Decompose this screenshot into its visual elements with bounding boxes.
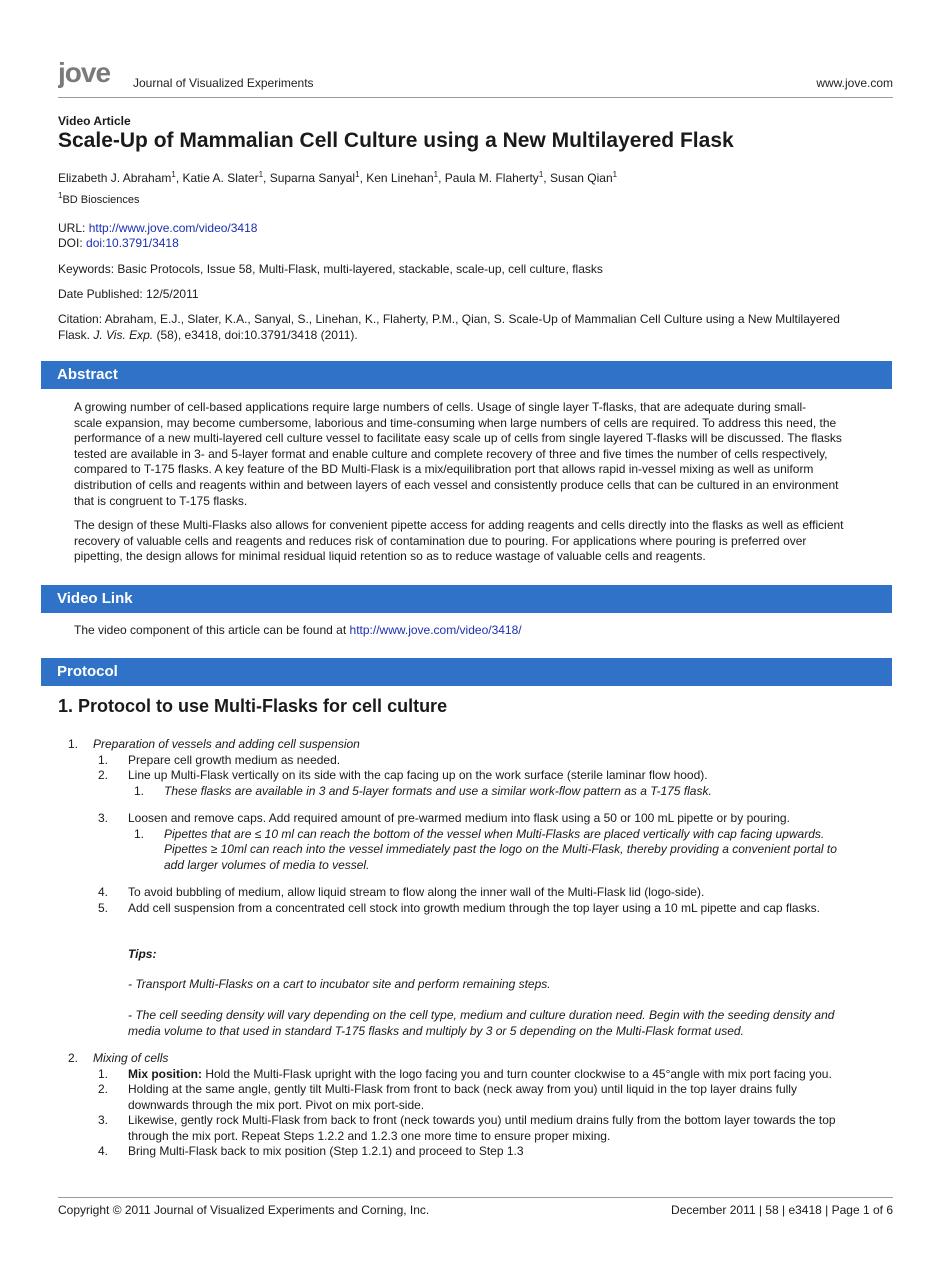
author-name: Susan Qian	[549, 171, 613, 185]
item-text-continued: downwards through the mix port. Pivot on mix port-side.	[128, 1098, 425, 1112]
jove-logo	[58, 58, 126, 92]
doi-line	[58, 235, 179, 251]
author-list: Elizabeth J. Abraham$^1$, Katie A. Slater$^1$, Suparna Sanyal$^1$, Ken Linehan$^1$, Paula M. Flaherty$^1$, Susan Qian$^1$	[58, 170, 618, 185]
item-number: 3.	[97, 1113, 108, 1127]
item-number: 3.	[97, 811, 108, 825]
item-text: Pipettes that are ≤ 10 ml can reach the bottom of the vessel when Multi-Flasks are placed vertically with cap facing upwards.	[164, 827, 825, 841]
abstract-line: compared to T-175 flasks. A key feature of the BD Multi-Flask is a mix/equilibration port that allows rapid in-vessel mixing as well as uniform	[74, 462, 814, 477]
item-number: 2.	[97, 1082, 108, 1096]
abstract-line: scale expansion, may become cumbersome, laborious and time-consuming when large numbers of cells are required. To address this need, the	[74, 415, 837, 430]
video-link-text	[74, 623, 894, 639]
citation-line-2	[58, 327, 358, 343]
video-url-link[interactable]: http://www.jove.com/video/3418/	[349, 623, 522, 637]
item-text	[128, 1067, 832, 1083]
item-number: 1.	[133, 784, 144, 798]
citation-text: Flask.	[58, 328, 94, 342]
item-number: 5.	[97, 901, 108, 915]
item-text-continued: through the mix port. Repeat Steps 1.2.2 and 1.2.3 one more time to ensure proper mixing.	[128, 1129, 611, 1143]
abstract-line: A growing number of cell-based applications require large numbers of cells. Usage of single layer T-flasks, that are adequate during small-	[74, 400, 807, 414]
author-name: Paula M. Flaherty	[444, 171, 539, 185]
author-aff: 1	[433, 170, 439, 179]
item-text: These flasks are available in 3 and 5-layer formats and use a similar work-flow pattern as a T-175 flask.	[164, 784, 712, 798]
item-number: 4.	[97, 1144, 108, 1158]
citation-journal: J. Vis. Exp.	[93, 328, 154, 342]
item-number: 2.	[97, 768, 108, 782]
item-text: Add cell suspension from a concentrated cell stock into growth medium through the top layer using a 10 mL pipette and cap flasks.	[128, 901, 820, 915]
article-type: Video Article	[58, 114, 131, 128]
affiliation-name: BD Biosciences	[62, 194, 140, 206]
date-published: Date Published: 12/5/2011	[58, 287, 199, 301]
abstract-paragraph-2	[74, 518, 894, 565]
tips-label: Tips:	[128, 947, 157, 961]
doi-label: DOI:	[58, 236, 83, 250]
affiliation-num: 1	[58, 191, 63, 200]
jove-logo-text: jove	[58, 58, 111, 88]
abstract-line: performance of a new multi-layered cell culture vessel to facilitate easy scale up of cells from single layered T-flasks will be discussed. The flasks	[74, 431, 842, 446]
video-link-label: The video component of this article can be found at	[74, 623, 350, 637]
footer-rule	[58, 1197, 893, 1198]
abstract-heading: Abstract	[41, 361, 892, 389]
author-aff: 1	[258, 170, 264, 179]
article-title: Scale-Up of Mammalian Cell Culture using a New Multilayered Flask	[58, 129, 734, 152]
item-text-continued: Pipettes ≥ 10ml can reach into the vessel immediately past the logo on the Multi-Flask, thereby providing a convenient portal to	[164, 842, 837, 856]
item-number: 1.	[133, 827, 144, 841]
author-name: Suparna Sanyal	[269, 171, 356, 185]
abstract-paragraph-1	[74, 400, 894, 509]
article-url-link[interactable]: http://www.jove.com/video/3418	[88, 221, 258, 235]
item-bold-label: Mix position:	[128, 1067, 202, 1081]
item-text: Bring Multi-Flask back to mix position (Step 1.2.1) and proceed to Step 1.3	[128, 1144, 524, 1158]
item-number: 2.	[67, 1051, 78, 1065]
author-name: Elizabeth J. Abraham	[58, 171, 172, 185]
video-link-heading: Video Link	[41, 585, 892, 613]
abstract-line: pipetting, the design allows for minimal residual liquid retention so as to reduce wastage of valuable cells and reagents.	[74, 549, 706, 564]
abstract-line: that is congruent to T-175 flasks.	[74, 493, 248, 508]
item-text: Mixing of cells	[93, 1051, 169, 1065]
item-text: Likewise, gently rock Multi-Flask from back to front (neck towards you) until medium drains fully from the bottom layer towards the top	[128, 1113, 836, 1127]
tip-text: media volume to that used in standard T-175 flasks and multiply by 3 or 5 depending on the Multi-Flask format used.	[128, 1024, 744, 1038]
doi-link[interactable]: doi:10.3791/3418	[86, 236, 179, 250]
keywords: Keywords: Basic Protocols, Issue 58, Multi-Flask, multi-layered, stackable, scale-up, cell culture, flasks	[58, 262, 603, 276]
url-line	[58, 220, 257, 236]
tip-text: - Transport Multi-Flasks on a cart to incubator site and perform remaining steps.	[128, 977, 551, 991]
item-text: To avoid bubbling of medium, allow liquid stream to flow along the inner wall of the Multi-Flask lid (logo-side).	[128, 885, 705, 899]
citation-line-1: Citation: Abraham, E.J., Slater, K.A., Sanyal, S., Linehan, K., Flaherty, P.M., Qian, S. Scale-Up of Mammalian Cell Culture using a New Multilayered	[58, 312, 840, 326]
item-number: 1.	[97, 753, 108, 767]
header-rule	[58, 97, 893, 98]
author-aff: 1	[355, 170, 360, 179]
item-text-body: Hold the Multi-Flask upright with the logo facing you and turn counter clockwise to a 45°angle with mix port facing you.	[202, 1067, 832, 1081]
affiliation	[58, 192, 140, 208]
author-aff: 1	[538, 170, 544, 179]
author-aff: 1	[612, 170, 618, 179]
item-number: 1.	[97, 1067, 108, 1081]
abstract-line: recovery of valuable cells and reagents and reduces risk of contamination due to pouring. For applications where pouring is preferred over	[74, 533, 807, 548]
journal-website[interactable]: www.jove.com	[816, 76, 893, 90]
protocol-heading: Protocol	[41, 658, 892, 686]
author-name: Ken Linehan	[366, 171, 434, 185]
footer-copyright: Copyright © 2011 Journal of Visualized Experiments and Corning, Inc.	[58, 1203, 430, 1217]
url-label: URL:	[58, 221, 86, 235]
footer-page-info: December 2011 | 58 | e3418 | Page 1 of 6	[671, 1203, 893, 1217]
item-text: Loosen and remove caps. Add required amount of pre-warmed medium into flask using a 50 or 100 mL pipette or by pouring.	[128, 811, 790, 825]
abstract-line: tested are available in 3- and 5-layer format and enable culture and complete recovery of three and five times the number of cells respectively,	[74, 446, 828, 461]
author-name: Katie A. Slater	[182, 171, 259, 185]
item-text: Line up Multi-Flask vertically on its side with the cap facing up on the work surface (sterile laminar flow hood).	[128, 768, 708, 782]
author-aff: 1	[171, 170, 176, 179]
journal-name: Journal of Visualized Experiments	[133, 76, 314, 90]
item-number: 1.	[67, 737, 78, 751]
tip-text: - The cell seeding density will vary depending on the cell type, medium and culture duration need. Begin with the seeding density and	[128, 1008, 835, 1022]
citation-text-end: (58), e3418, doi:10.3791/3418 (2011).	[153, 328, 358, 342]
item-text-continued: add larger volumes of media to vessel.	[164, 858, 370, 872]
item-number: 4.	[97, 885, 108, 899]
abstract-line: The design of these Multi-Flasks also allows for convenient pipette access for adding reagents and cells directly into the flasks as well as efficient	[74, 518, 844, 532]
protocol-section-title: 1. Protocol to use Multi-Flasks for cell culture	[58, 696, 448, 716]
item-text: Holding at the same angle, gently tilt Multi-Flask from front to back (neck away from you) until liquid in the top layer drains fully	[128, 1082, 797, 1096]
item-text: Prepare cell growth medium as needed.	[128, 753, 341, 767]
item-text: Preparation of vessels and adding cell suspension	[93, 737, 360, 751]
abstract-line: distribution of cells and reagents within and between layers of each vessel and consistently produce cells that can be cultured in an environment	[74, 477, 839, 492]
